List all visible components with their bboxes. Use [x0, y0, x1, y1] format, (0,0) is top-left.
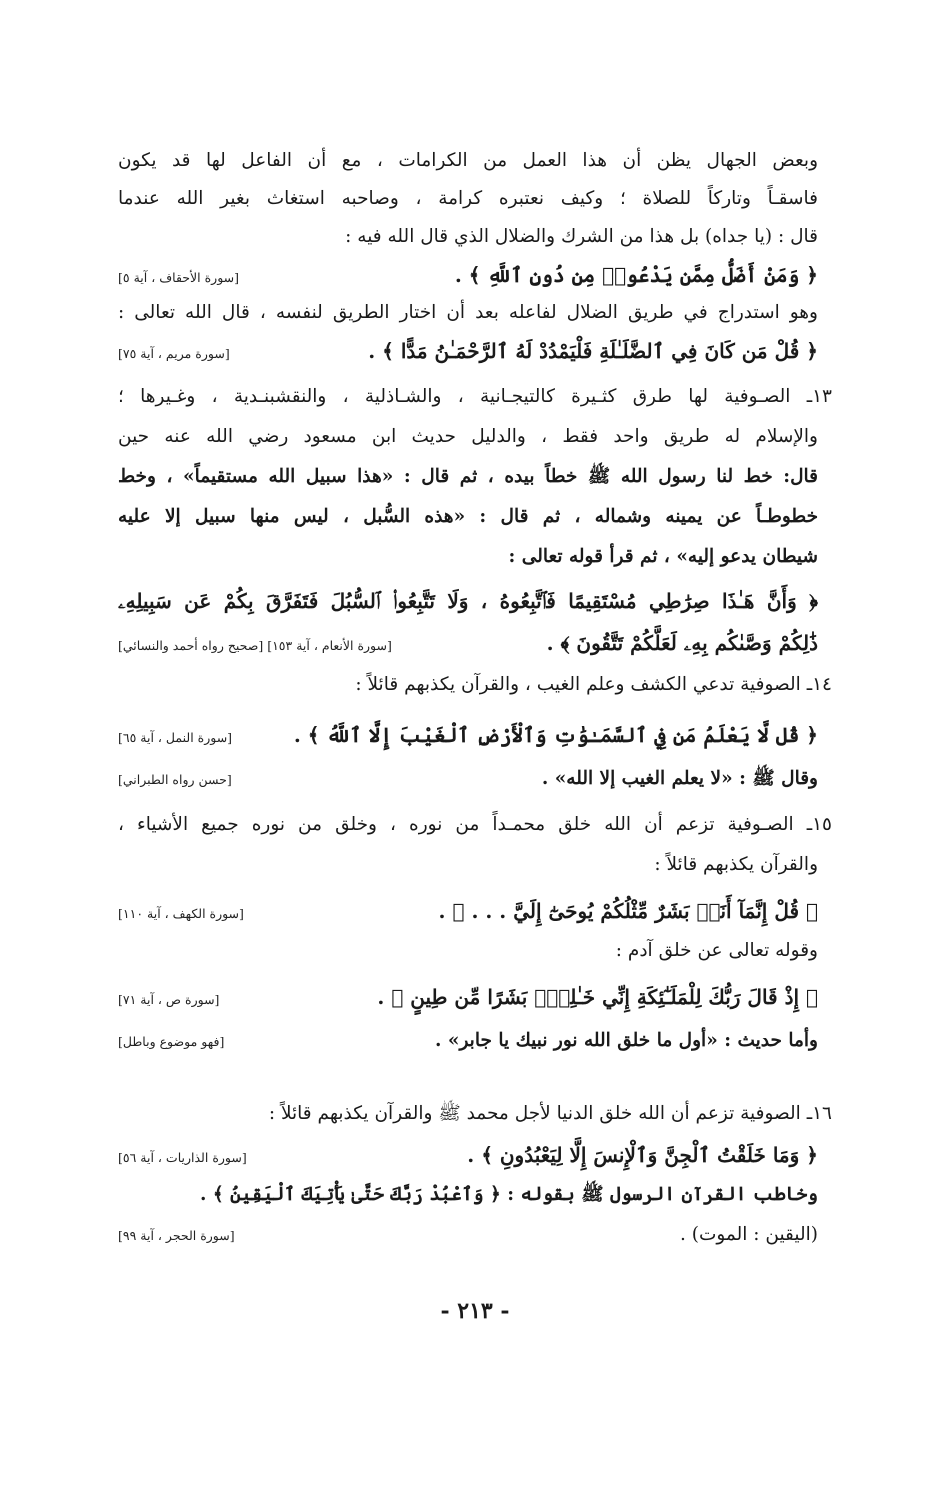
- text-line: [118, 1023, 818, 1059]
- line-text: فاسقـاً وتاركاً للصلاة ؛ وكيف نعتبره كرامة ، وصاحبه استغاث بغير الله عندما: [118, 188, 818, 209]
- verse-reference: [سورة ص ، آية ٧١]: [118, 992, 220, 1007]
- quran-verse: ﴿ قُل لَّا يَعْلَمُ مَن فِي ٱلسَّمَـٰوَٰتِ وَٱلْأَرْضِ ٱلْغَيْبَ إِلَّا ٱللَّهُ ﴾ .: [293, 723, 818, 747]
- text-line: [118, 667, 832, 703]
- page-number: - ٢١٣ -: [440, 1298, 510, 1324]
- text-line: [118, 847, 818, 883]
- verse-line: [118, 893, 818, 929]
- text-line: [118, 1217, 818, 1253]
- text-line: [118, 1096, 832, 1132]
- verse-reference: [سورة النمل ، آية ٦٥]: [118, 730, 233, 745]
- verse-line: [118, 717, 818, 753]
- line-text: وقال ﷺ : «لا يعلم الغيب إلا الله» .: [541, 768, 818, 789]
- line-text: ١٤ـ الصوفية تدعي الكشف وعلم الغيب ، والقرآن يكذبهم قائلاً :: [355, 674, 832, 695]
- text-line: [118, 539, 818, 575]
- verse-line: [118, 333, 818, 369]
- verse-reference: [سورة مريم ، آية ٧٥]: [118, 346, 230, 361]
- quran-verse: ﴿ وَمَنْ أَضَلُّ مِمَّن يَدْعُوا۟ مِن دُونِ ٱللَّهِ ﴾ .: [454, 263, 818, 287]
- line-text: وخاطب القرآن الرسول ﷺ بقوله : ﴿ وَٱعْبُدْ رَبَّكَ حَتَّىٰ يَأْتِيَكَ ٱلْيَقِينُ ﴾ .: [200, 1184, 818, 1205]
- text-line: [118, 499, 818, 535]
- quran-verse: ﴿ قُلْ مَن كَانَ فِي ٱلضَّلَـٰلَةِ فَلْيَمْدُدْ لَهُ ٱلرَّحْمَـٰنُ مَدًّا ﴾ .: [368, 339, 818, 363]
- line-text: وبعض الجهال يظن أن هذا العمل من الكرامات ، مع أن الفاعل لها قد يكون: [118, 150, 818, 171]
- line-text: ١٦ـ الصوفية تزعم أن الله خلق الدنيا لأجل محمد ﷺ والقرآن يكذبهم قائلاً :: [268, 1103, 832, 1124]
- verse-reference: [سورة الذاريات ، آية ٥٦]: [118, 1150, 247, 1165]
- verse-reference: [سورة الأنعام ، آية ١٥٣] [صحيح رواه أحمد والنسائي]: [118, 638, 392, 653]
- text-line: [118, 807, 832, 843]
- verse-reference: [سورة الأحقاف ، آية ٥]: [118, 270, 240, 285]
- verse-line: [118, 257, 818, 293]
- text-line: [118, 379, 832, 415]
- line-text: وقوله تعالى عن خلق آدم :: [615, 940, 818, 961]
- text-line: [118, 761, 818, 797]
- quran-verse: ﴿ وَمَا خَلَقْتُ ٱلْجِنَّ وَٱلْإِنسَ إِلَّا لِيَعْبُدُونِ ﴾ .: [467, 1143, 818, 1167]
- line-text: والإسلام له طريق واحد فقط ، والدليل حديث ابن مسعود رضي الله عنه حين: [118, 426, 818, 447]
- quran-verse: ﴿ وَأَنَّ هَـٰذَا صِرَٰطِي مُسْتَقِيمًا فَٱتَّبِعُوهُ ، وَلَا تَتَّبِعُوا۟ ٱلسُّبُلَ فَتَفَرَّقَ بِكُمْ عَن سَبِيلِهِۦ: [118, 589, 818, 613]
- text-line: [118, 459, 818, 495]
- text-line: [118, 1177, 818, 1213]
- text-line: [118, 295, 818, 331]
- line-text: ١٣ـ الصـوفية لها طرق كثـيرة كالتيجـانية ، والشـاذلية ، والنقشبنـدية ، وغـيرها ؛: [118, 386, 832, 407]
- verse-line: [118, 979, 818, 1015]
- verse-line: [118, 583, 818, 619]
- quran-verse: ذَٰلِكُمْ وَصَّىٰكُم بِهِۦ لَعَلَّكُمْ تَتَّقُونَ ﴾ .: [546, 631, 818, 655]
- quran-verse: ﴿ إِذْ قَالَ رَبُّكَ لِلْمَلَـٰٓئِكَةِ إِنِّي خَـٰلِقٌۢ بَشَرًا مِّن طِينٍ ﴾ .: [377, 985, 818, 1009]
- line-text: وهو استدراج في طريق الضلال لفاعله بعد أن اختار الطريق لنفسه ، قال الله تعالى :: [118, 302, 818, 323]
- verse-reference: [سورة الكهف ، آية ١١٠]: [118, 906, 244, 921]
- line-text: والقرآن يكذبهم قائلاً :: [654, 854, 818, 875]
- verse-reference: [سورة الحجر ، آية ٩٩]: [118, 1228, 235, 1243]
- hadith-grade: [فهو موضوع وباطل]: [118, 1034, 225, 1049]
- verse-line: [118, 1137, 818, 1173]
- text-line: [118, 933, 818, 969]
- hadith-grade: [حسن رواه الطبراني]: [118, 772, 232, 787]
- quran-verse: ﴿ قُلْ إِنَّمَآ أَنَا۠ بَشَرٌ مِّثْلُكُمْ يُوحَىٰٓ إِلَيَّ . . . ﴾ .: [438, 899, 818, 923]
- line-text: خطوطـاً عن يمينه وشماله ، ثم قال : «هذه السُّبل ، ليس منها سبيل إلا عليه: [118, 506, 818, 527]
- line-text: شيطان يدعو إليه» ، ثم قرأ قوله تعالى :: [508, 546, 818, 567]
- line-text: ١٥ـ الصـوفية تزعم أن الله خلق محمـداً من نوره ، وخلق من نوره جميع الأشياء ،: [118, 814, 832, 835]
- text-line: [118, 219, 818, 255]
- text-line: [118, 143, 818, 179]
- text-line: [118, 181, 818, 217]
- line-text: قال : (يا جداه) بل هذا من الشرك والضلال الذي قال الله فيه :: [345, 226, 818, 247]
- verse-line: [118, 625, 818, 661]
- line-text: وأما حديث : «أول ما خلق الله نور نبيك يا جابر» .: [435, 1030, 818, 1051]
- text-line: [118, 419, 818, 455]
- line-text: قال: خط لنا رسول الله ﷺ خطاً بيده ، ثم قال : «هذا سبيل الله مستقيماً» ، وخط: [118, 466, 818, 487]
- line-text: (اليقين : الموت) .: [679, 1224, 818, 1245]
